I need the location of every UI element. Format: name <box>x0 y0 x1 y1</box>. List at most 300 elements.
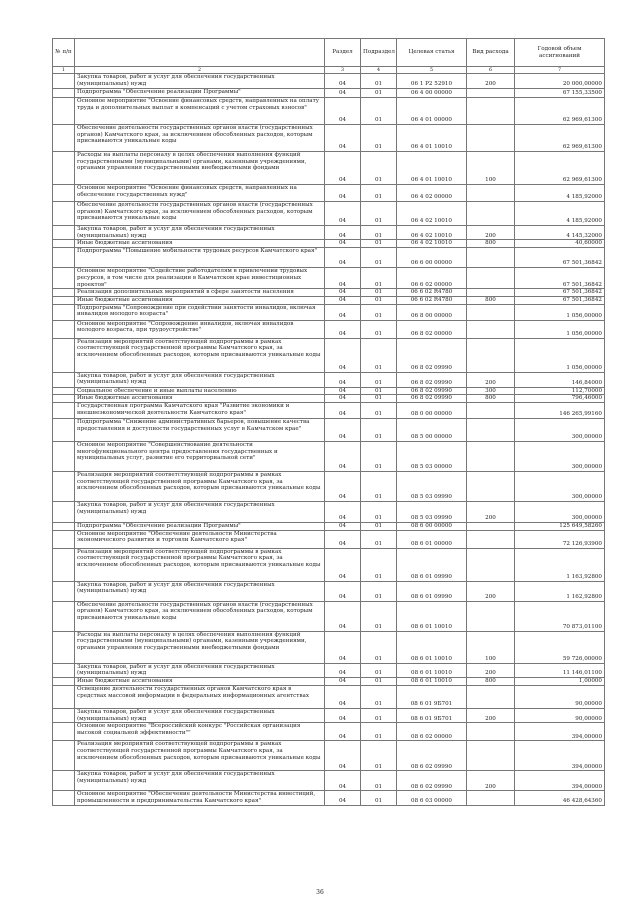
row-razdel-cell: 04 <box>325 502 361 523</box>
row-vr-cell <box>467 289 515 297</box>
row-podrazdel-cell: 01 <box>361 89 397 98</box>
row-razdel-cell: 04 <box>325 523 361 531</box>
row-cst-cell: 08 6 01 00000 <box>397 530 467 548</box>
row-sum-cell: 1 056,00000 <box>515 320 605 338</box>
row-cst-cell: 08 5 03 09990 <box>397 502 467 523</box>
row-number-cell <box>53 791 75 805</box>
row-podrazdel-cell: 01 <box>361 202 397 226</box>
row-name-cell: Основное мероприятие "Обеспечение деятельности Министерства инвестиций, промышленности и предпринимательства Камчатского края" <box>75 791 325 805</box>
row-cst-cell: 08 6 01 09990 <box>397 581 467 601</box>
row-sum-cell: 4 185,92000 <box>515 202 605 226</box>
row-cst-cell: 06 6 02 R4780 <box>397 296 467 304</box>
row-razdel-cell: 04 <box>325 403 361 419</box>
row-name-cell: Обеспечение деятельности государственных органов власти (государственных органов) Камчатского края, за исключением обособленных расходов, которым присваиваются уникальные коды <box>75 202 325 226</box>
row-cst-cell: 06 4 01 10010 <box>397 125 467 152</box>
row-name-cell: Иные бюджетные ассигнования <box>75 678 325 686</box>
row-razdel-cell: 04 <box>325 296 361 304</box>
table-row <box>53 791 605 805</box>
row-cst-cell: 08 6 02 09990 <box>397 741 467 771</box>
row-name-cell: Подпрограмма "Обеспечение реализации Программы" <box>75 523 325 531</box>
table-body <box>53 74 605 806</box>
row-name-cell: Иные бюджетные ассигнования <box>75 296 325 304</box>
row-cst-cell: 06 8 02 09990 <box>397 387 467 395</box>
row-cst-cell: 08 5 03 09990 <box>397 472 467 502</box>
row-name-cell: Освещение деятельности государственных органов Камчатского края в средствах массовой информации в федеральных информационных агентствах <box>75 685 325 708</box>
header-num: № п/п <box>53 39 75 67</box>
row-cst-cell: 08 6 01 10010 <box>397 631 467 663</box>
row-podrazdel-cell: 01 <box>361 240 397 248</box>
row-cst-cell: 08 6 02 09990 <box>397 771 467 791</box>
header-sum: Годовой объем ассигнований <box>515 39 605 67</box>
row-vr-cell <box>467 248 515 268</box>
table-row <box>53 185 605 202</box>
row-podrazdel-cell: 01 <box>361 403 397 419</box>
row-vr-cell <box>467 723 515 741</box>
row-podrazdel-cell: 01 <box>361 125 397 152</box>
row-number-cell <box>53 185 75 202</box>
header-vr: Вид расхода <box>467 39 515 67</box>
row-podrazdel-cell: 01 <box>361 248 397 268</box>
row-podrazdel-cell: 01 <box>361 74 397 89</box>
row-number-cell <box>53 320 75 338</box>
row-razdel-cell: 04 <box>325 708 361 722</box>
row-number-cell <box>53 419 75 442</box>
row-cst-cell: 08 6 01 10010 <box>397 601 467 631</box>
row-sum-cell: 46 428,64360 <box>515 791 605 805</box>
row-sum-cell: 146,84000 <box>515 372 605 387</box>
row-razdel-cell: 04 <box>325 152 361 185</box>
row-sum-cell: 70 873,01100 <box>515 601 605 631</box>
row-cst-cell: 06 4 00 00000 <box>397 89 467 98</box>
table-row <box>53 685 605 708</box>
row-cst-cell: 06 8 02 00000 <box>397 320 467 338</box>
row-razdel-cell: 04 <box>325 98 361 125</box>
row-name-cell: Закупка товаров, работ и услуг для обеспечения государственных (муниципальных) нужд <box>75 226 325 240</box>
row-number-cell <box>53 631 75 663</box>
row-number-cell <box>53 723 75 741</box>
row-cst-cell: 06 6 02 00000 <box>397 268 467 289</box>
row-podrazdel-cell: 01 <box>361 320 397 338</box>
row-vr-cell: 800 <box>467 395 515 403</box>
table-row <box>53 240 605 248</box>
header-podrazdel: Подраздел <box>361 39 397 67</box>
row-vr-cell <box>467 419 515 442</box>
row-razdel-cell: 04 <box>325 240 361 248</box>
row-vr-cell: 200 <box>467 226 515 240</box>
row-cst-cell: 06 4 02 10010 <box>397 202 467 226</box>
row-razdel-cell: 04 <box>325 89 361 98</box>
row-podrazdel-cell: 01 <box>361 548 397 581</box>
row-name-cell: Основное мероприятие "Освоение финансовых средств, направленных на оплату труда и дополнительных выплат в компенсаций с учетом страховых взносов" <box>75 98 325 125</box>
row-sum-cell: 394,00000 <box>515 771 605 791</box>
header-name <box>75 39 325 67</box>
row-podrazdel-cell: 01 <box>361 685 397 708</box>
row-number-cell <box>53 403 75 419</box>
row-name-cell: Реализация мероприятий соответствующей подпрограммы в рамках соответствующей государственной программы Камчатского края, за исключением обособленных расходов, которым присваиваются уникальные коды <box>75 338 325 372</box>
table-row <box>53 202 605 226</box>
row-number-cell <box>53 304 75 320</box>
row-vr-cell <box>467 89 515 98</box>
row-number-cell <box>53 74 75 89</box>
row-cst-cell: 08 6 00 00000 <box>397 523 467 531</box>
row-razdel-cell: 04 <box>325 791 361 805</box>
row-sum-cell: 67 501,36842 <box>515 289 605 297</box>
row-cst-cell: 08 6 02 00000 <box>397 723 467 741</box>
row-vr-cell: 200 <box>467 771 515 791</box>
row-podrazdel-cell: 01 <box>361 289 397 297</box>
row-razdel-cell: 04 <box>325 387 361 395</box>
row-sum-cell: 11 146,01100 <box>515 663 605 677</box>
row-vr-cell: 800 <box>467 240 515 248</box>
table-row <box>53 372 605 387</box>
row-sum-cell: 1 163,92800 <box>515 548 605 581</box>
row-podrazdel-cell: 01 <box>361 708 397 722</box>
col-number: 7 <box>515 67 605 74</box>
col-number: 5 <box>397 67 467 74</box>
table-row <box>53 741 605 771</box>
row-number-cell <box>53 472 75 502</box>
row-sum-cell: 67 501,36842 <box>515 296 605 304</box>
row-vr-cell: 200 <box>467 372 515 387</box>
row-sum-cell: 796,46000 <box>515 395 605 403</box>
row-podrazdel-cell: 01 <box>361 791 397 805</box>
table-row <box>53 663 605 677</box>
row-razdel-cell: 04 <box>325 372 361 387</box>
col-number: 4 <box>361 67 397 74</box>
row-name-cell: Основное мероприятие "Содействие работодателям в привлечении трудовых ресурсов, в том числе для реализации в Камчатском крае инвестиционных проектов" <box>75 268 325 289</box>
table-row <box>53 387 605 395</box>
row-podrazdel-cell: 01 <box>361 472 397 502</box>
row-number-cell <box>53 581 75 601</box>
row-number-cell <box>53 530 75 548</box>
table-row <box>53 708 605 722</box>
table-row <box>53 395 605 403</box>
row-cst-cell: 06 4 02 10010 <box>397 226 467 240</box>
row-number-cell <box>53 226 75 240</box>
row-sum-cell: 125 649,58260 <box>515 523 605 531</box>
row-sum-cell: 1 162,92800 <box>515 581 605 601</box>
row-vr-cell <box>467 523 515 531</box>
row-podrazdel-cell: 01 <box>361 98 397 125</box>
row-podrazdel-cell: 01 <box>361 502 397 523</box>
row-vr-cell: 800 <box>467 678 515 686</box>
row-number-cell <box>53 442 75 472</box>
row-sum-cell: 62 969,61300 <box>515 152 605 185</box>
row-razdel-cell: 04 <box>325 338 361 372</box>
row-sum-cell: 394,00000 <box>515 741 605 771</box>
row-razdel-cell: 04 <box>325 631 361 663</box>
row-name-cell: Основное мероприятие "Совершенствование деятельности многофункционального центра предоставления государственных и муниципальных услуг, развитие его территориальной сети" <box>75 442 325 472</box>
row-sum-cell: 146 265,99160 <box>515 403 605 419</box>
row-cst-cell: 08 6 01 09990 <box>397 548 467 581</box>
row-number-cell <box>53 338 75 372</box>
row-razdel-cell: 04 <box>325 202 361 226</box>
row-number-cell <box>53 685 75 708</box>
table-row <box>53 678 605 686</box>
row-podrazdel-cell: 01 <box>361 372 397 387</box>
row-podrazdel-cell: 01 <box>361 723 397 741</box>
row-sum-cell: 67 501,36842 <box>515 248 605 268</box>
header-razdel: Раздел <box>325 39 361 67</box>
row-sum-cell: 4 185,92000 <box>515 185 605 202</box>
row-podrazdel-cell: 01 <box>361 771 397 791</box>
row-podrazdel-cell: 01 <box>361 296 397 304</box>
row-cst-cell: 06 4 01 00000 <box>397 98 467 125</box>
row-vr-cell <box>467 403 515 419</box>
row-vr-cell: 200 <box>467 74 515 89</box>
table-row <box>53 403 605 419</box>
row-sum-cell: 62 969,61300 <box>515 125 605 152</box>
table-row <box>53 289 605 297</box>
table-row <box>53 442 605 472</box>
row-sum-cell: 67 501,36842 <box>515 268 605 289</box>
row-podrazdel-cell: 01 <box>361 601 397 631</box>
row-razdel-cell: 04 <box>325 771 361 791</box>
header-cst: Целевая статья <box>397 39 467 67</box>
row-name-cell: Подпрограмма "Снижение административных барьеров, повышение качества предоставления и доступности государственных услуг в Камчатском крае" <box>75 419 325 442</box>
col-number: 3 <box>325 67 361 74</box>
row-name-cell: Подпрограмма "Повышение мобильности трудовых ресурсов Камчатского края" <box>75 248 325 268</box>
row-number-cell <box>53 296 75 304</box>
table-row <box>53 320 605 338</box>
row-vr-cell: 200 <box>467 581 515 601</box>
row-podrazdel-cell: 01 <box>361 338 397 372</box>
table-row <box>53 419 605 442</box>
row-cst-cell: 08 5 00 00000 <box>397 419 467 442</box>
table-row <box>53 548 605 581</box>
row-name-cell: Иные бюджетные ассигнования <box>75 240 325 248</box>
row-razdel-cell: 04 <box>325 395 361 403</box>
row-podrazdel-cell: 01 <box>361 442 397 472</box>
row-razdel-cell: 04 <box>325 419 361 442</box>
row-sum-cell: 20 000,00000 <box>515 74 605 89</box>
row-razdel-cell: 04 <box>325 304 361 320</box>
row-vr-cell <box>467 472 515 502</box>
table-row <box>53 523 605 531</box>
row-razdel-cell: 04 <box>325 581 361 601</box>
row-podrazdel-cell: 01 <box>361 631 397 663</box>
row-vr-cell <box>467 320 515 338</box>
row-vr-cell <box>467 338 515 372</box>
row-vr-cell <box>467 202 515 226</box>
row-sum-cell: 4 145,32000 <box>515 226 605 240</box>
col-number: 2 <box>75 67 325 74</box>
table-row <box>53 631 605 663</box>
row-razdel-cell: 04 <box>325 723 361 741</box>
row-razdel-cell: 04 <box>325 442 361 472</box>
row-razdel-cell: 04 <box>325 741 361 771</box>
row-cst-cell: 08 6 03 00000 <box>397 791 467 805</box>
row-vr-cell <box>467 268 515 289</box>
row-vr-cell <box>467 741 515 771</box>
row-name-cell: Расходы на выплаты персоналу в целях обеспечения выполнения функций государственными (муниципальными) органами, казенными учреждениями, органами управления государственными внебюджетными фондами <box>75 152 325 185</box>
row-number-cell <box>53 387 75 395</box>
row-razdel-cell: 04 <box>325 548 361 581</box>
row-sum-cell: 1,00000 <box>515 678 605 686</box>
row-vr-cell <box>467 601 515 631</box>
row-sum-cell: 90,00000 <box>515 685 605 708</box>
row-sum-cell: 300,00000 <box>515 442 605 472</box>
row-razdel-cell: 04 <box>325 185 361 202</box>
row-name-cell: Подпрограмма "Сопровождение при содействии занятости инвалидов, включая инвалидов молодого возраста" <box>75 304 325 320</box>
row-number-cell <box>53 372 75 387</box>
row-name-cell: Социальное обеспечение и иные выплаты населению <box>75 387 325 395</box>
row-vr-cell: 200 <box>467 502 515 523</box>
row-podrazdel-cell: 01 <box>361 185 397 202</box>
row-podrazdel-cell: 01 <box>361 387 397 395</box>
row-razdel-cell: 04 <box>325 472 361 502</box>
row-vr-cell <box>467 685 515 708</box>
row-name-cell: Обеспечение деятельности государственных органов власти (государственных органов) Камчатского края, за исключением обособленных расходов, которым присваиваются уникальные коды <box>75 601 325 631</box>
row-podrazdel-cell: 01 <box>361 226 397 240</box>
row-cst-cell: 06 6 02 R4780 <box>397 289 467 297</box>
row-vr-cell <box>467 791 515 805</box>
row-sum-cell: 300,00000 <box>515 502 605 523</box>
table-row <box>53 502 605 523</box>
table-row <box>53 304 605 320</box>
row-podrazdel-cell: 01 <box>361 663 397 677</box>
table-row <box>53 268 605 289</box>
row-sum-cell: 1 056,00000 <box>515 304 605 320</box>
row-vr-cell <box>467 98 515 125</box>
row-sum-cell: 62 969,61300 <box>515 98 605 125</box>
table-row <box>53 338 605 372</box>
row-sum-cell: 300,00000 <box>515 472 605 502</box>
row-name-cell: Закупка товаров, работ и услуг для обеспечения государственных (муниципальных) нужд <box>75 708 325 722</box>
row-sum-cell: 112,70000 <box>515 387 605 395</box>
row-name-cell: Основное мероприятие "Всероссийский конкурс "Российская организация высокой социальной эффективности"" <box>75 723 325 741</box>
col-number: 1 <box>53 67 75 74</box>
row-razdel-cell: 04 <box>325 125 361 152</box>
row-number-cell <box>53 395 75 403</box>
budget-table <box>52 38 605 806</box>
row-podrazdel-cell: 01 <box>361 304 397 320</box>
row-name-cell: Основное мероприятие "Сопровождение инвалидов, включая инвалидов молодого возраста, при трудоустройстве" <box>75 320 325 338</box>
row-cst-cell: 06 8 02 09990 <box>397 395 467 403</box>
table-row <box>53 296 605 304</box>
row-number-cell <box>53 741 75 771</box>
row-podrazdel-cell: 01 <box>361 152 397 185</box>
row-vr-cell <box>467 442 515 472</box>
row-vr-cell <box>467 548 515 581</box>
table-row <box>53 530 605 548</box>
row-podrazdel-cell: 01 <box>361 419 397 442</box>
table-row <box>53 98 605 125</box>
row-name-cell: Закупка товаров, работ и услуг для обеспечения государственных (муниципальных) нужд <box>75 372 325 387</box>
row-razdel-cell: 04 <box>325 663 361 677</box>
row-razdel-cell: 04 <box>325 678 361 686</box>
row-cst-cell: 06 4 01 10010 <box>397 152 467 185</box>
row-cst-cell: 06 8 00 00000 <box>397 304 467 320</box>
row-sum-cell: 72 126,93900 <box>515 530 605 548</box>
row-name-cell: Закупка товаров, работ и услуг для обеспечения государственных (муниципальных) нужд <box>75 663 325 677</box>
column-number-row <box>53 67 605 74</box>
table-row <box>53 125 605 152</box>
row-podrazdel-cell: 01 <box>361 268 397 289</box>
row-number-cell <box>53 268 75 289</box>
row-number-cell <box>53 548 75 581</box>
row-number-cell <box>53 289 75 297</box>
table-header-row <box>53 39 605 67</box>
row-cst-cell: 06 4 02 00000 <box>397 185 467 202</box>
table-row <box>53 581 605 601</box>
row-number-cell <box>53 202 75 226</box>
row-razdel-cell: 04 <box>325 248 361 268</box>
row-sum-cell: 394,00000 <box>515 723 605 741</box>
row-vr-cell: 100 <box>467 631 515 663</box>
row-vr-cell: 100 <box>467 152 515 185</box>
row-cst-cell: 08 6 01 9Б701 <box>397 708 467 722</box>
row-cst-cell: 06 8 02 09990 <box>397 372 467 387</box>
row-number-cell <box>53 663 75 677</box>
row-number-cell <box>53 708 75 722</box>
table-row <box>53 89 605 98</box>
row-razdel-cell: 04 <box>325 530 361 548</box>
row-vr-cell: 800 <box>467 296 515 304</box>
row-cst-cell: 08 6 01 10010 <box>397 663 467 677</box>
row-name-cell: Закупка товаров, работ и услуг для обеспечения государственных (муниципальных) нужд <box>75 502 325 523</box>
row-number-cell <box>53 523 75 531</box>
row-cst-cell: 08 5 03 00000 <box>397 442 467 472</box>
row-cst-cell: 08 6 01 9Б701 <box>397 685 467 708</box>
row-podrazdel-cell: 01 <box>361 530 397 548</box>
row-vr-cell <box>467 530 515 548</box>
page-number: 36 <box>316 889 324 896</box>
table-row <box>53 771 605 791</box>
row-vr-cell <box>467 304 515 320</box>
row-vr-cell <box>467 125 515 152</box>
row-sum-cell: 1 056,00000 <box>515 338 605 372</box>
row-number-cell <box>53 678 75 686</box>
table-row <box>53 152 605 185</box>
row-razdel-cell: 04 <box>325 320 361 338</box>
row-sum-cell: 90,00000 <box>515 708 605 722</box>
row-name-cell: Иные бюджетные ассигнования <box>75 395 325 403</box>
row-name-cell: Закупка товаров, работ и услуг для обеспечения государственных (муниципальных) нужд <box>75 581 325 601</box>
row-podrazdel-cell: 01 <box>361 678 397 686</box>
row-razdel-cell: 04 <box>325 226 361 240</box>
table-row <box>53 248 605 268</box>
row-razdel-cell: 04 <box>325 685 361 708</box>
row-number-cell <box>53 601 75 631</box>
row-number-cell <box>53 502 75 523</box>
row-vr-cell <box>467 185 515 202</box>
table-row <box>53 472 605 502</box>
row-name-cell: Реализация дополнительных мероприятий в сфере занятости населения <box>75 289 325 297</box>
row-number-cell <box>53 152 75 185</box>
row-cst-cell: 08 6 01 10010 <box>397 678 467 686</box>
row-razdel-cell: 04 <box>325 601 361 631</box>
row-razdel-cell: 04 <box>325 289 361 297</box>
row-podrazdel-cell: 01 <box>361 741 397 771</box>
row-name-cell: Основное мероприятие "Обеспечение деятельности Министерства экономического развития и торговли Камчатского края" <box>75 530 325 548</box>
row-name-cell: Закупка товаров, работ и услуг для обеспечения государственных (муниципальных) нужд <box>75 771 325 791</box>
row-sum-cell: 40,60000 <box>515 240 605 248</box>
row-vr-cell: 300 <box>467 387 515 395</box>
row-number-cell <box>53 89 75 98</box>
row-name-cell: Реализация мероприятий соответствующей подпрограммы в рамках соответствующей государственной программы Камчатского края, за исключением обособленных расходов, которым присваиваются уникальные коды <box>75 472 325 502</box>
row-name-cell: Реализация мероприятий соответствующей подпрограммы в рамках соответствующей государственной программы Камчатского края, за исключением обособленных расходов, которым присваиваются уникальные коды <box>75 548 325 581</box>
row-cst-cell: 06 6 00 00000 <box>397 248 467 268</box>
row-vr-cell: 200 <box>467 663 515 677</box>
row-sum-cell: 67 155,33500 <box>515 89 605 98</box>
row-number-cell <box>53 98 75 125</box>
row-number-cell <box>53 125 75 152</box>
row-name-cell: Государственная программа Камчатского края "Развитие экономики и внешнеэкономической деятельности Камчатского края" <box>75 403 325 419</box>
row-cst-cell: 06 4 02 10010 <box>397 240 467 248</box>
row-vr-cell: 200 <box>467 708 515 722</box>
row-podrazdel-cell: 01 <box>361 395 397 403</box>
